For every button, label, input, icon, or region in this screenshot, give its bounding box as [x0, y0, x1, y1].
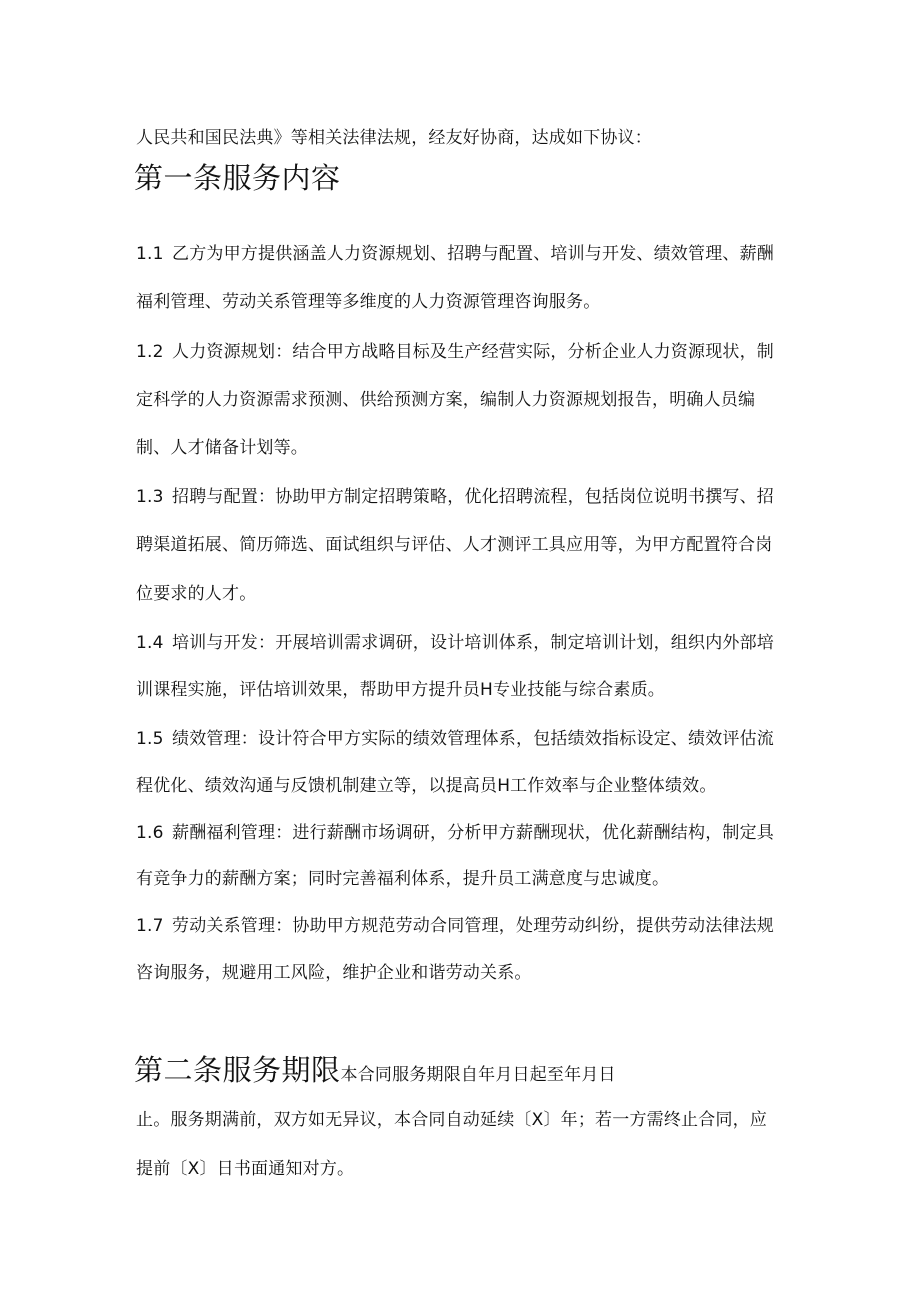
clause-number: 1.6 — [136, 823, 164, 843]
clause-1-7-line-2: 咨询服务，规避用工风险，维护企业和谐劳动关系。 — [136, 963, 532, 983]
clause-number: 1.3 — [136, 487, 164, 507]
intro-line: 人民共和国民法典》等相关法律法规，经友好协商，达成如下协议： — [136, 128, 652, 148]
clause-1-5-line-1 — [136, 731, 774, 748]
clause-number: 1.5 — [136, 729, 164, 749]
clause-text: 绩效管理：设计符合甲方实际的绩效管理体系，包括绩效指标设定、绩效评估流 — [172, 729, 774, 749]
clause-text: 薪酬福利管理：进行薪酬市场调研，分析甲方薪酬现状，优化薪酬结构，制定具 — [172, 823, 774, 843]
clause-text: 劳动关系管理：协助甲方规范劳动合同管理，处理劳动纠纷，提供劳动法律法规 — [172, 916, 774, 936]
clause-number: 1.2 — [136, 342, 164, 362]
clause-1-3-line-3: 位要求的人才。 — [136, 584, 257, 604]
clause-text: 人力资源规划：结合甲方战略目标及生产经营实际，分析企业人力资源现状，制 — [172, 342, 774, 362]
clause-number: 1.1 — [136, 244, 164, 264]
article-2-heading-line — [134, 1053, 616, 1087]
article-2-inline-text: 本合同服务期限自年月日起至年月日 — [340, 1065, 616, 1085]
article-1-heading: 第一条服务内容 — [134, 161, 341, 195]
clause-text: 乙方为甲方提供涵盖人力资源规划、招聘与配置、培训与开发、绩效管理、薪酬 — [172, 244, 774, 264]
clause-1-2-line-3: 制、人才储备计划等。 — [136, 438, 308, 458]
clause-1-6-line-2: 有竞争力的薪酬方案；同时完善福利体系，提升员工满意度与忠诚度。 — [136, 869, 670, 889]
clause-1-1-line-2: 福利管理、劳动关系管理等多维度的人力资源管理咨询服务。 — [136, 292, 601, 312]
clause-1-7-line-1 — [136, 918, 774, 935]
article-2-line-1: 止。服务期满前，双方如无异议，本合同自动延续〔X〕年；若一方需终止合同，应 — [136, 1110, 768, 1130]
clause-text: 招聘与配置：协助甲方制定招聘策略，优化招聘流程，包括岗位说明书撰写、招 — [172, 487, 774, 507]
clause-1-4-line-1 — [136, 635, 774, 652]
clause-number: 1.7 — [136, 916, 164, 936]
article-2-heading: 第二条服务期限 — [134, 1053, 341, 1087]
clause-1-5-line-2: 程优化、绩效沟通与反馈机制建立等，以提高员H工作效率与企业整体绩效。 — [136, 776, 717, 796]
clause-1-2-line-2: 定科学的人力资源需求预测、供给预测方案，编制人力资源规划报告，明确人员编 — [136, 390, 756, 410]
article-2-line-2: 提前〔X〕日书面通知对方。 — [136, 1159, 355, 1179]
clause-1-2-line-1 — [136, 344, 774, 361]
clause-1-1-line-1 — [136, 246, 774, 263]
clause-1-4-line-2: 训课程实施，评估培训效果，帮助甲方提升员H专业技能与综合素质。 — [136, 680, 665, 700]
clause-1-6-line-1 — [136, 825, 774, 842]
clause-1-3-line-1 — [136, 489, 774, 506]
clause-number: 1.4 — [136, 633, 164, 653]
clause-text: 培训与开发：开展培训需求调研，设计培训体系，制定培训计划，组织内外部培 — [172, 633, 774, 653]
clause-1-3-line-2: 聘渠道拓展、简历筛选、面试组织与评估、人才测评工具应用等，为甲方配置符合岗 — [136, 535, 773, 555]
